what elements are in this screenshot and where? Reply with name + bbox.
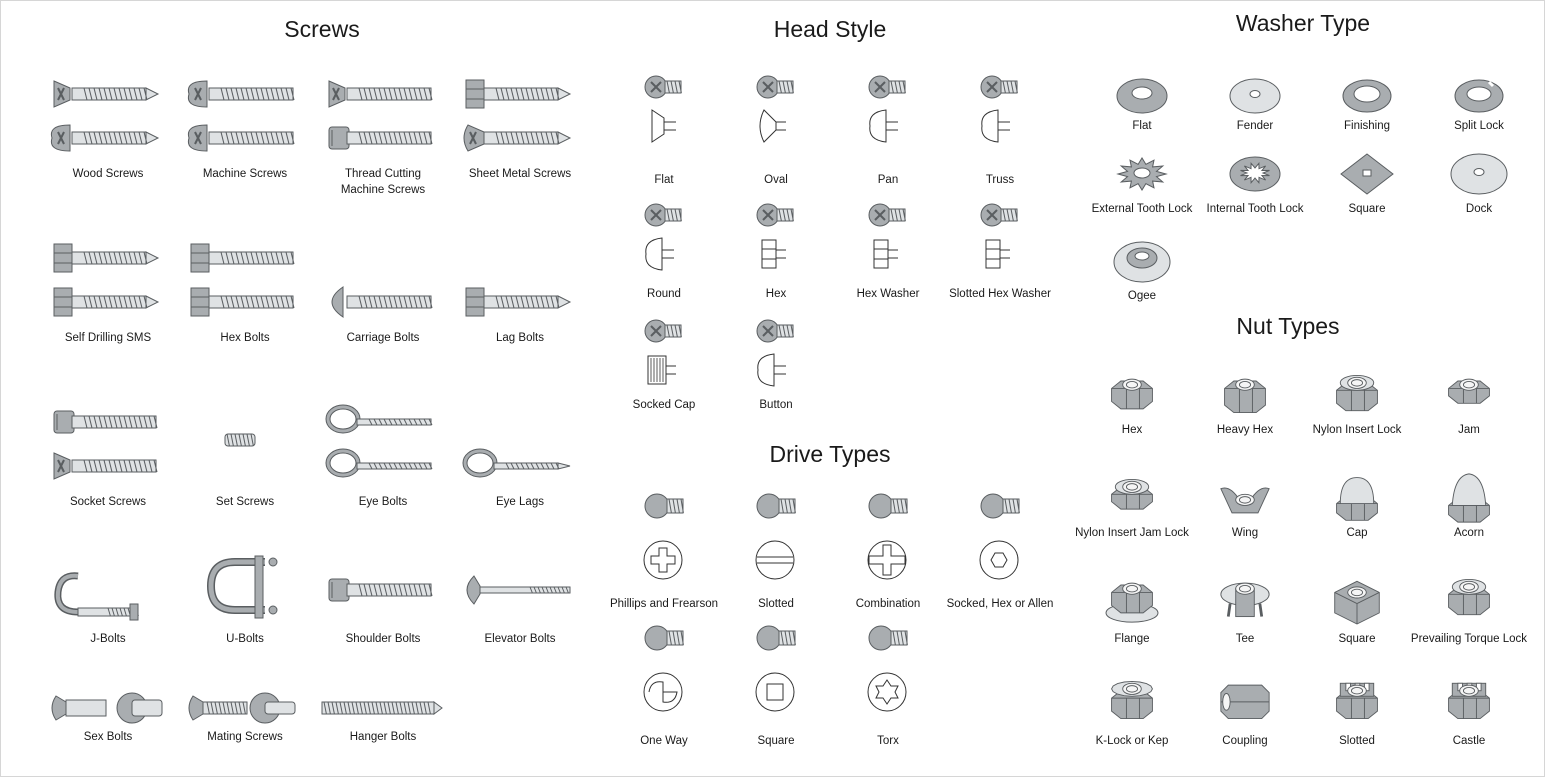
hex-washer-head-icon	[866, 200, 910, 276]
nut-types-label: Acorn	[1453, 527, 1485, 539]
square-washer-icon	[1337, 150, 1397, 196]
head-style-label: Hex Washer	[856, 288, 920, 300]
nut-types-label: K-Lock or Kep	[1095, 735, 1169, 747]
washer-type-title: Washer Type	[1235, 10, 1371, 36]
head-style-label: Slotted Hex Washer	[949, 288, 1051, 300]
screws-label: Machine Screws	[202, 168, 288, 180]
screws-label: Hanger Bolts	[349, 731, 417, 743]
heavy-hex-nut-icon	[1215, 368, 1275, 420]
round-head-icon	[642, 200, 686, 276]
washer-type-label: Fender	[1236, 120, 1274, 132]
head-style-label: Button	[759, 399, 793, 411]
screws-label: Elevator Bolts	[484, 633, 556, 645]
shoulder-bolts-icon	[323, 562, 443, 618]
nut-types-label: Jam	[1458, 424, 1480, 436]
square-drive-icon	[753, 620, 799, 714]
dock-washer-icon	[1449, 150, 1509, 196]
drive-types-label: Slotted	[758, 598, 794, 610]
hex-nut-icon	[1102, 368, 1162, 420]
drive-types-label: Socked, Hex or Allen	[946, 598, 1054, 610]
k-lock-nut-icon	[1102, 674, 1162, 726]
j-bolts-icon	[48, 562, 168, 628]
washer-type-label: External Tooth Lock	[1091, 203, 1193, 215]
elevator-bolts-icon	[460, 562, 580, 618]
screws-label: Socket Screws	[69, 496, 147, 508]
nut-types-label: Nylon Insert Lock	[1312, 424, 1402, 436]
nut-types-label: Wing	[1231, 527, 1259, 539]
head-style-label: Flat	[654, 174, 674, 186]
nut-types-label: Square	[1338, 633, 1376, 645]
sheet-metal-screws-icon	[460, 70, 580, 162]
washer-type-label: Split Lock	[1454, 120, 1504, 132]
thread-cutting-machine-screws-icon	[323, 70, 443, 162]
screws-label: Carriage Bolts	[346, 332, 420, 344]
combination-drive-icon	[865, 488, 911, 582]
screws-label: Thread Cutting Machine Screws	[340, 168, 426, 196]
nut-types-label: Flange	[1114, 633, 1150, 645]
nut-types-label: Castle	[1452, 735, 1486, 747]
nut-types-label: Prevailing Torque Lock	[1410, 633, 1528, 645]
drive-types-label: Square	[757, 735, 795, 747]
drive-types-label: Phillips and Frearson	[609, 598, 719, 610]
nut-types-label: Coupling	[1222, 735, 1268, 747]
hex-head-icon	[754, 200, 798, 276]
slotted-hex-washer-head-icon	[978, 200, 1022, 276]
screws-label: Eye Bolts	[358, 496, 408, 508]
nut-types-label: Slotted	[1339, 735, 1375, 747]
tee-nut-icon	[1215, 572, 1275, 624]
screws-label: J-Bolts	[90, 633, 126, 645]
nut-types-label: Hex	[1121, 424, 1143, 436]
flat-head-icon	[642, 72, 686, 148]
head-style-label: Truss	[985, 174, 1015, 186]
sex-bolts-icon	[48, 688, 168, 728]
washer-type-label: Dock	[1465, 203, 1493, 215]
button-head-icon	[754, 316, 798, 392]
washer-type-label: Flat	[1132, 120, 1152, 132]
washer-type-label: Finishing	[1343, 120, 1391, 132]
screws-label: Sheet Metal Screws	[468, 168, 572, 180]
fender-washer-icon	[1225, 72, 1285, 118]
nut-types-label: Heavy Hex	[1216, 424, 1274, 436]
eye-lags-icon	[460, 398, 580, 490]
head-style-label: Pan	[877, 174, 899, 186]
head-style-title: Head Style	[773, 16, 887, 42]
set-screws-icon	[185, 398, 305, 490]
socket-screws-icon	[48, 398, 168, 490]
split-lock-washer-icon	[1449, 72, 1509, 118]
wing-nut-icon	[1215, 472, 1275, 524]
drive-types-label: Combination	[855, 598, 921, 610]
head-style-label: Socked Cap	[632, 399, 696, 411]
flat-washer-icon	[1112, 72, 1172, 118]
drive-types-title: Drive Types	[769, 441, 891, 467]
hanger-bolts-icon	[318, 688, 448, 728]
machine-screws-icon	[185, 70, 305, 162]
drive-types-label: Torx	[877, 735, 899, 747]
self-drilling-sms-icon	[48, 234, 168, 326]
truss-head-icon	[978, 72, 1022, 148]
hex-socket-drive-icon	[977, 488, 1023, 582]
nut-types-label: Cap	[1346, 527, 1368, 539]
acorn-nut-icon	[1439, 472, 1499, 524]
internal-tooth-lock-washer-icon	[1225, 150, 1285, 196]
carriage-bolts-icon	[323, 234, 443, 326]
socket-cap-head-icon	[642, 316, 686, 392]
castle-nut-icon	[1439, 674, 1499, 726]
nylon-insert-lock-nut-icon	[1327, 368, 1387, 420]
head-style-label: Hex	[765, 288, 787, 300]
external-tooth-lock-washer-icon	[1112, 150, 1172, 196]
screws-label: U-Bolts	[226, 633, 264, 645]
nylon-insert-jam-lock-nut-icon	[1102, 472, 1162, 524]
phillips-drive-icon	[641, 488, 687, 582]
wood-screws-icon	[48, 70, 168, 162]
slotted-drive-icon	[753, 488, 799, 582]
nut-types-title: Nut Types	[1236, 313, 1340, 339]
slotted-nut-icon	[1327, 674, 1387, 726]
one-way-drive-icon	[641, 620, 687, 714]
ogee-washer-icon	[1112, 236, 1172, 282]
nut-types-label: Tee	[1235, 633, 1255, 645]
screws-label: Hex Bolts	[220, 332, 270, 344]
screws-label: Set Screws	[215, 496, 275, 508]
washer-type-label: Square	[1348, 203, 1386, 215]
screws-label: Eye Lags	[496, 496, 544, 508]
u-bolts-icon	[205, 556, 285, 622]
mating-screws-icon	[185, 688, 305, 728]
washer-type-label: Ogee	[1127, 290, 1157, 302]
jam-nut-icon	[1439, 368, 1499, 420]
screws-label: Lag Bolts	[496, 332, 544, 344]
screws-label: Mating Screws	[207, 731, 283, 743]
screws-title: Screws	[284, 16, 360, 42]
finishing-washer-icon	[1337, 72, 1397, 118]
prevailing-torque-lock-nut-icon	[1439, 572, 1499, 624]
screws-label: Shoulder Bolts	[345, 633, 421, 645]
square-nut-icon	[1327, 572, 1387, 624]
eye-bolts-icon	[323, 398, 443, 490]
hex-bolts-icon	[185, 234, 305, 326]
torx-drive-icon	[865, 620, 911, 714]
nut-types-label: Nylon Insert Jam Lock	[1075, 527, 1189, 539]
lag-bolts-icon	[460, 234, 580, 326]
screws-label: Sex Bolts	[83, 731, 133, 743]
washer-type-label: Internal Tooth Lock	[1206, 203, 1304, 215]
oval-head-icon	[754, 72, 798, 148]
drive-types-label: One Way	[640, 735, 688, 747]
screws-label: Self Drilling SMS	[64, 332, 152, 344]
head-style-label: Oval	[764, 174, 788, 186]
coupling-nut-icon	[1215, 674, 1275, 726]
pan-head-icon	[866, 72, 910, 148]
head-style-label: Round	[647, 288, 681, 300]
flange-nut-icon	[1102, 572, 1162, 624]
screws-label: Wood Screws	[72, 168, 144, 180]
cap-nut-icon	[1327, 472, 1387, 524]
